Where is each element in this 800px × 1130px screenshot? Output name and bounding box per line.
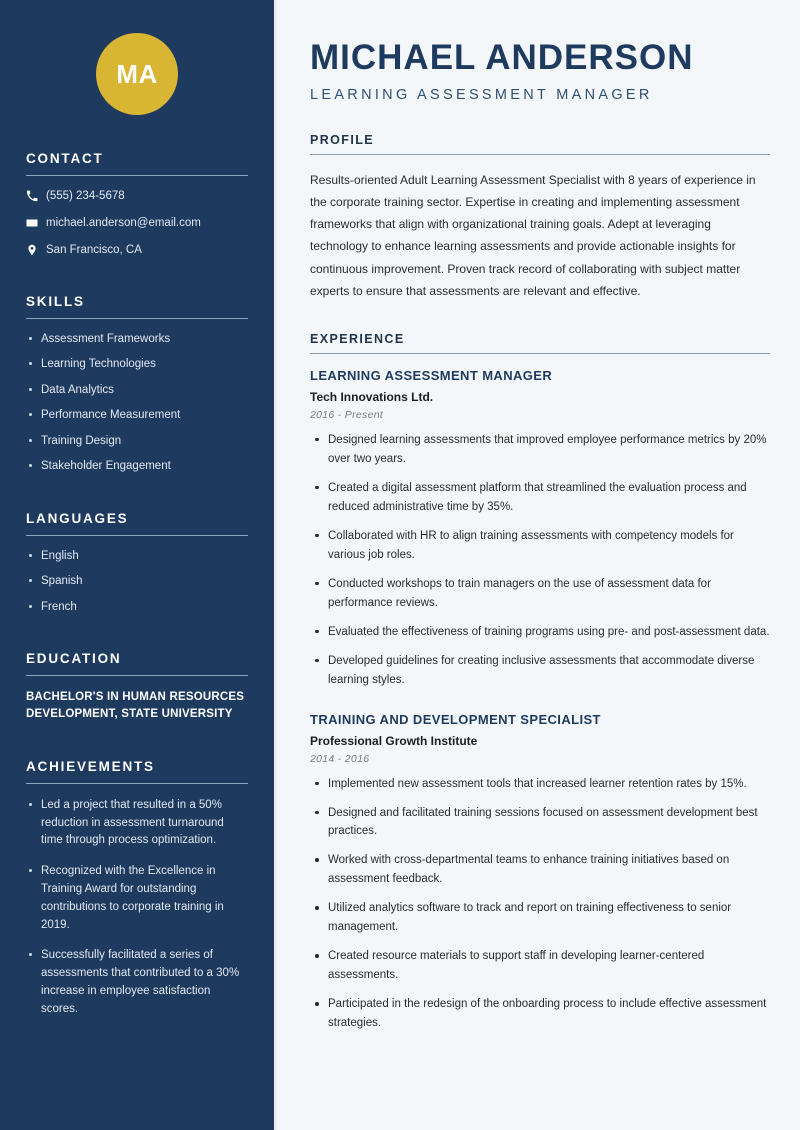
- contact-email-value: michael.anderson@email.com: [46, 216, 201, 229]
- languages-list: [26, 549, 248, 616]
- divider: [26, 535, 248, 536]
- sidebar-heading-contact: CONTACT: [26, 151, 104, 166]
- list-item: Designed learning assessments that improved employee performance metrics by 20% over two years.: [310, 431, 770, 469]
- list-item: Collaborated with HR to align training assessments with competency models for various job roles.: [310, 527, 770, 565]
- list-item: English: [26, 549, 248, 565]
- avatar: MA: [96, 33, 178, 115]
- list-item: Implemented new assessment tools that increased learner retention rates by 15%.: [310, 775, 770, 794]
- list-item: Successfully facilitated a series of assessments that contributed to a 30% increase in employee satisfaction scores.: [26, 947, 248, 1018]
- list-item: Evaluated the effectiveness of training programs using pre- and post-assessment data.: [310, 623, 770, 642]
- main-content: [277, 0, 800, 1130]
- section-heading-profile: PROFILE: [310, 132, 374, 147]
- list-item: Training Design: [26, 434, 248, 450]
- list-item: Performance Measurement: [26, 408, 248, 424]
- avatar-container: [0, 0, 274, 115]
- sidebar-heading-achievements: ACHIEVEMENTS: [26, 758, 155, 774]
- experience-dates: 2016 - Present: [310, 408, 384, 421]
- job-title-subtitle: LEARNING ASSESSMENT MANAGER: [310, 86, 653, 103]
- list-item: Created resource materials to support staff in developing learner-centered assessments.: [310, 947, 770, 985]
- sidebar-heading-skills: SKILLS: [26, 293, 85, 309]
- sidebar-heading-languages: LANGUAGES: [26, 510, 129, 526]
- education-entry: BACHELOR'S IN HUMAN RESOURCES DEVELOPMENT, STATE UNIVERSITY: [26, 691, 245, 721]
- experience-entry: [310, 712, 770, 1034]
- list-item: Spanish: [26, 574, 248, 590]
- list-item: Created a digital assessment platform that streamlined the evaluation process and reduced administrative time by 35%.: [310, 479, 770, 517]
- list-item: French: [26, 600, 248, 616]
- section-heading-experience: EXPERIENCE: [310, 331, 405, 346]
- location-pin-icon: [26, 244, 46, 256]
- experience-title: LEARNING ASSESSMENT MANAGER: [310, 367, 553, 383]
- sidebar-heading-education: EDUCATION: [26, 651, 122, 667]
- divider: [26, 675, 248, 676]
- experience-company: Tech Innovations Ltd.: [310, 389, 434, 404]
- contact-location-value: San Francisco, CA: [46, 243, 142, 256]
- list-item: Conducted workshops to train managers on the use of assessment data for performance reviews.: [310, 575, 770, 613]
- list-item: Designed and facilitated training sessions focused on assessment development best practices.: [310, 804, 770, 842]
- divider: [26, 175, 248, 176]
- sidebar: [0, 0, 277, 1130]
- divider: [26, 318, 248, 319]
- contact-phone-value: (555) 234-5678: [46, 190, 125, 202]
- list-item: Worked with cross-departmental teams to enhance training initiatives based on assessment feedback.: [310, 851, 770, 889]
- divider: [26, 783, 248, 784]
- contact-list: [26, 189, 248, 258]
- list-item: Stakeholder Engagement: [26, 459, 248, 475]
- list-item: Assessment Frameworks: [26, 332, 248, 348]
- list-item: Learning Technologies: [26, 357, 248, 373]
- phone-icon: [26, 190, 46, 202]
- experience-company: Professional Growth Institute: [310, 733, 478, 748]
- list-item: Participated in the redesign of the onboarding process to include effective assessment strategies.: [310, 995, 770, 1033]
- achievements-list: [26, 797, 248, 1019]
- contact-item-phone[interactable]: [26, 189, 248, 204]
- experience-bullets: [310, 431, 770, 690]
- list-item: Led a project that resulted in a 50% reduction in assessment turnaround time through process optimization.: [26, 797, 248, 850]
- list-item: Recognized with the Excellence in Training Award for outstanding contributions to corporate training in 2019.: [26, 863, 248, 934]
- list-item: Utilized analytics software to track and report on training effectiveness to senior management.: [310, 899, 770, 937]
- experience-title: TRAINING AND DEVELOPMENT SPECIALIST: [310, 711, 601, 727]
- divider: [310, 353, 770, 354]
- experience-entry: [310, 368, 770, 690]
- divider: [310, 154, 770, 155]
- page-title: MICHAEL ANDERSON: [310, 38, 694, 77]
- experience-bullets: [310, 775, 770, 1034]
- profile-text: Results-oriented Adult Learning Assessment Specialist with 8 years of experience in the corporate training sector. Expertise in creating and implementing assessment frameworks that align with organizational training goals. Adept at leveraging technology to enhance learning assessments and provide actionable insights for continuous improvement. Proven track record of collaborating with subject matter experts to ensure that assessments are relevant and effective.: [310, 172, 756, 298]
- contact-item-location[interactable]: [26, 243, 248, 258]
- envelope-icon: [26, 217, 46, 229]
- sidebar-body: [0, 151, 274, 1019]
- list-item: Data Analytics: [26, 383, 248, 399]
- contact-item-email[interactable]: [26, 216, 248, 231]
- skills-list: [26, 332, 248, 475]
- experience-dates: 2014 - 2016: [310, 752, 370, 765]
- list-item: Developed guidelines for creating inclusive assessments that accommodate diverse learning styles.: [310, 652, 770, 690]
